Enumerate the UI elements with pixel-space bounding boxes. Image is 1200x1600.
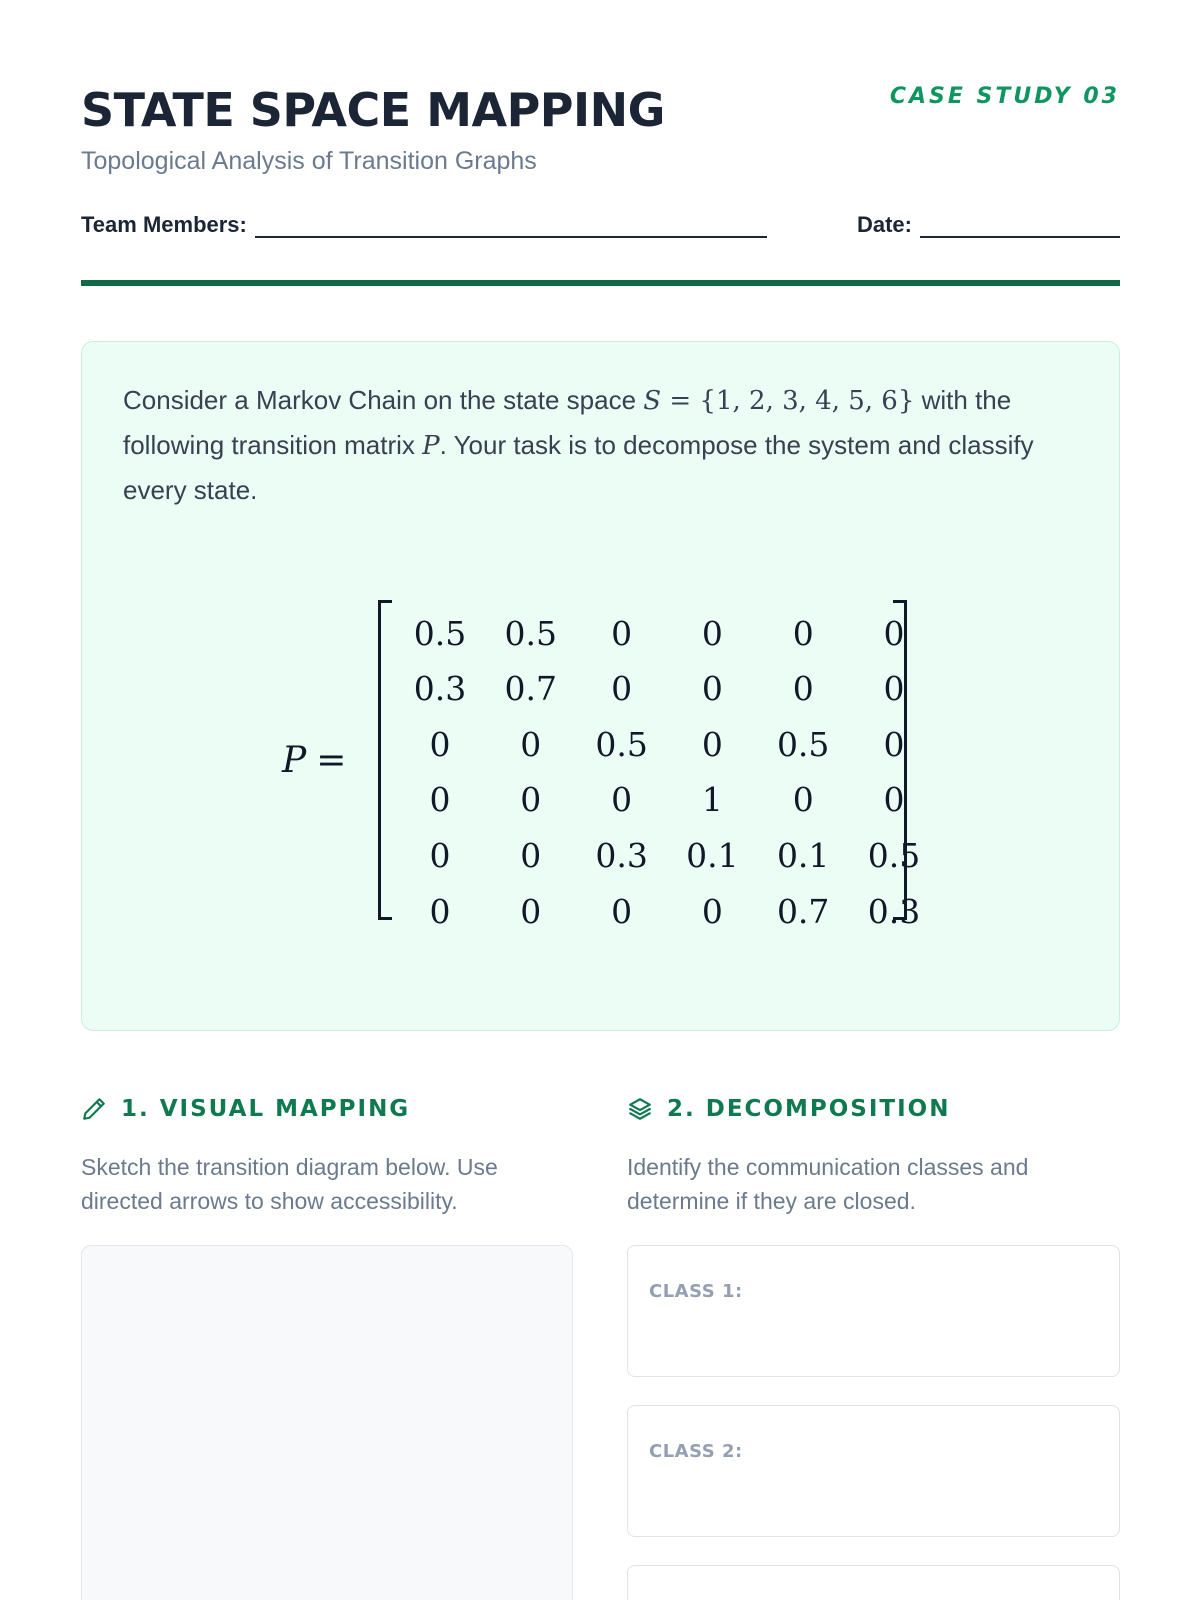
matrix-cell-r3-c2: 0	[520, 724, 542, 764]
matrix-symbol: P	[422, 431, 440, 461]
matrix-cell-r1-c1: 0.5	[413, 613, 467, 653]
matrix-cell-r3-c3: 0.5	[595, 724, 648, 764]
problem-panel	[81, 341, 1120, 1031]
matrix-label-var: P	[282, 739, 307, 781]
section-visual-mapping-heading	[81, 1096, 410, 1122]
matrix-cell-r3-c5: 0.5	[776, 724, 830, 764]
matrix-cell-r6-c5: 0.7	[776, 891, 830, 931]
matrix-cell-r4-c1: 0	[429, 780, 451, 820]
matrix-cell-r4-c6: 0	[883, 780, 905, 820]
page-title: STATE SPACE MAPPING	[81, 83, 665, 137]
team-members-field	[81, 206, 767, 238]
matrix-cell-r5-c1: 0	[429, 835, 451, 875]
problem-text-1: Consider a Markov Chain on the state space	[123, 385, 644, 415]
date-line[interactable]	[920, 216, 1120, 238]
matrix-cell-r4-c2: 0	[520, 780, 542, 820]
date-field	[857, 206, 1120, 238]
matrix-cell-r1-c4: 0	[701, 613, 723, 653]
matrix-cell-r2-c5: 0	[792, 669, 814, 709]
matrix-cell-r4-c5: 0	[792, 780, 814, 820]
section-1-description: Sketch the transition diagram below. Use directed arrows to show accessibility.	[81, 1154, 498, 1214]
class-2-label: CLASS 2:	[649, 1441, 743, 1462]
section-2-title: 2. DECOMPOSITION	[667, 1096, 951, 1122]
matrix-cell-r2-c6: 0	[883, 669, 905, 709]
matrix-cell-r1-c2: 0.5	[504, 613, 558, 653]
matrix-label-equals: =	[316, 739, 347, 781]
matrix-cell-r6-c2: 0	[520, 891, 542, 931]
matrix-left-bracket	[378, 600, 392, 920]
header-divider	[81, 280, 1120, 286]
matrix-cell-r5-c4: 0.1	[686, 835, 739, 875]
matrix-cell-r2-c4: 0	[701, 669, 723, 709]
matrix-cell-r1-c5: 0	[792, 613, 814, 653]
matrix-cell-r3-c4: 0	[701, 724, 723, 764]
team-members-line[interactable]	[255, 216, 767, 238]
matrix-cell-r6-c3: 0	[611, 891, 633, 931]
matrix-cell-r6-c1: 0	[429, 891, 451, 931]
class-1-label: CLASS 1:	[649, 1281, 743, 1302]
sketch-area[interactable]	[81, 1245, 573, 1600]
matrix-cell-r2-c1: 0.3	[413, 669, 467, 709]
page-subtitle: Topological Analysis of Transition Graphs	[81, 147, 537, 175]
state-space-set: = {1, 2, 3, 4, 5, 6}	[661, 386, 915, 416]
matrix-cell-r6-c4: 0	[701, 891, 723, 931]
matrix-cell-r3-c1: 0	[429, 724, 451, 764]
case-study-label: CASE STUDY 03	[889, 84, 1120, 109]
matrix-cell-r5-c2: 0	[520, 835, 542, 875]
matrix-cell-r5-c5: 0.1	[776, 835, 830, 875]
class-2-box[interactable]	[627, 1405, 1120, 1537]
matrix-cell-r4-c3: 0	[611, 780, 633, 820]
matrix-cell-r3-c6: 0	[883, 724, 905, 764]
transition-matrix	[282, 600, 922, 931]
class-3-box[interactable]	[627, 1565, 1120, 1600]
pencil-icon	[81, 1096, 107, 1122]
matrix-cell-r5-c6: 0.5	[867, 835, 921, 875]
matrix-cell-r4-c4: 1	[701, 780, 723, 820]
state-space-symbol: S	[643, 386, 662, 416]
problem-statement	[123, 378, 1083, 512]
matrix-cell-r6-c6: 0.3	[867, 891, 921, 931]
problem-text-3: . Your task is to decompose the system and classify every state.	[123, 430, 1034, 505]
worksheet-page	[81, 0, 1120, 1600]
class-1-box[interactable]	[627, 1245, 1120, 1377]
matrix-cell-r1-c3: 0	[611, 613, 633, 653]
section-1-title: 1. VISUAL MAPPING	[121, 1096, 411, 1122]
layers-icon	[627, 1096, 653, 1122]
matrix-cell-r1-c6: 0	[883, 613, 905, 653]
matrix-right-bracket	[893, 600, 907, 920]
section-2-description: Identify the communication classes and determine if they are closed.	[627, 1154, 1029, 1214]
matrix-cell-r5-c3: 0.3	[595, 835, 648, 875]
matrix-cell-r2-c3: 0	[611, 669, 633, 709]
matrix-label	[282, 600, 346, 920]
problem-text-2: with the following transition matrix	[123, 385, 1012, 460]
matrix-grid	[393, 600, 921, 931]
section-decomposition-heading	[627, 1096, 950, 1122]
team-members-label: Team Members:	[81, 212, 247, 237]
matrix-cell-r2-c2: 0.7	[504, 669, 558, 709]
date-label: Date:	[856, 212, 912, 237]
